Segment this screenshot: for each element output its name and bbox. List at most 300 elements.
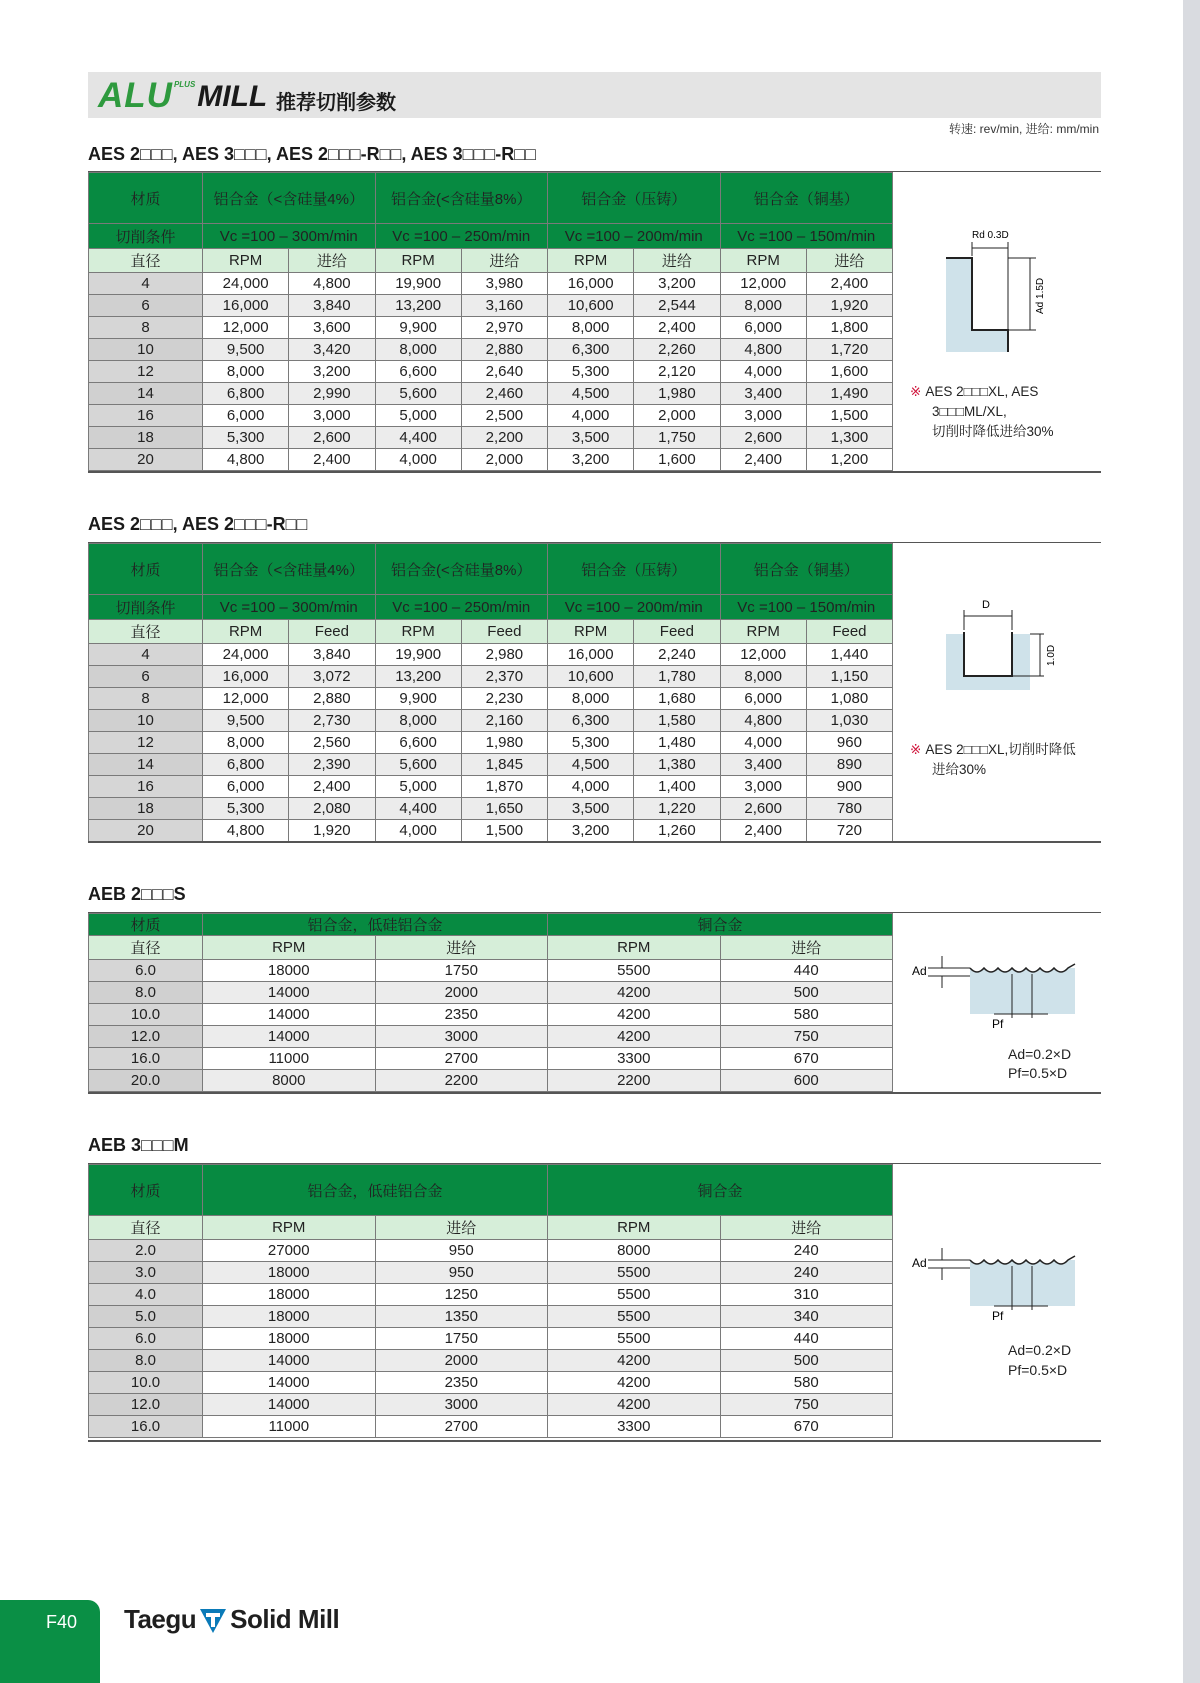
workpiece-shape (946, 634, 1030, 690)
rpm-cell: 19,900 (375, 644, 461, 666)
feed-cell: 1,750 (634, 427, 720, 449)
rpm-cell: 2,600 (720, 798, 806, 820)
feed-cell: 1,440 (806, 644, 892, 666)
rpm-cell: 3,200 (548, 820, 634, 842)
rpm-cell: 8,000 (720, 666, 806, 688)
rpm-header: RPM (203, 620, 289, 644)
feed-cell: 1,580 (634, 710, 720, 732)
table-row (89, 1070, 893, 1092)
rpm-cell: 10,600 (548, 666, 634, 688)
table-row (89, 1004, 893, 1026)
feed-cell: 500 (720, 1350, 893, 1372)
table-row (89, 1394, 893, 1416)
rpm-cell: 2200 (548, 1070, 721, 1092)
feed-cell: 1,080 (806, 688, 892, 710)
rpm-cell: 5,300 (548, 361, 634, 383)
vc-range: Vc =100 – 150m/min (720, 595, 893, 620)
rpm-header: RPM (720, 620, 806, 644)
feed-header: Feed (289, 620, 375, 644)
ad-label: Ad 1.5D (1035, 277, 1046, 314)
rpm-cell: 3,400 (720, 383, 806, 405)
feed-cell: 1,400 (634, 776, 720, 798)
rpm-header: RPM (375, 249, 461, 273)
ad-label: Ad (912, 1256, 927, 1270)
feed-cell: 1,380 (634, 754, 720, 776)
feed-cell: 1,500 (806, 405, 892, 427)
feed-cell: 3,840 (289, 295, 375, 317)
feed-cell: 2,120 (634, 361, 720, 383)
rpm-cell: 18000 (203, 1284, 376, 1306)
page-title: 推荐切削参数 (276, 92, 396, 114)
rpm-cell: 6,800 (203, 383, 289, 405)
feed-cell: 2,640 (461, 361, 547, 383)
rpm-cell: 3300 (548, 1416, 721, 1438)
rpm-cell: 16,000 (548, 644, 634, 666)
rpm-cell: 4,800 (203, 449, 289, 471)
feed-header: 进给 (634, 249, 720, 273)
feed-cell: 1,920 (806, 295, 892, 317)
rpm-cell: 9,500 (203, 710, 289, 732)
page-edge-strip (1183, 0, 1200, 1683)
feed-cell: 950 (375, 1240, 548, 1262)
diameter-cell: 12.0 (89, 1394, 203, 1416)
feed-cell: 2,000 (634, 405, 720, 427)
feed-cell: 720 (806, 820, 892, 842)
feed-cell: 600 (720, 1070, 893, 1092)
rpm-cell: 3300 (548, 1048, 721, 1070)
diameter-cell: 14 (89, 754, 203, 776)
rpm-cell: 6,300 (548, 710, 634, 732)
feed-cell: 1350 (375, 1306, 548, 1328)
table-row (89, 688, 893, 710)
feed-cell: 2,260 (634, 339, 720, 361)
rpm-cell: 9,900 (375, 688, 461, 710)
diameter-cell: 20 (89, 449, 203, 471)
feed-cell: 2,390 (289, 754, 375, 776)
rpm-cell: 14000 (203, 1350, 376, 1372)
rpm-cell: 5,600 (375, 383, 461, 405)
table-row (89, 1350, 893, 1372)
table-row (89, 361, 893, 383)
feed-cell: 2,600 (289, 427, 375, 449)
pf-label: Pf (992, 1017, 1004, 1031)
feed-cell: 2700 (375, 1416, 548, 1438)
diameter-cell: 6.0 (89, 960, 203, 982)
table-row (89, 1284, 893, 1306)
note-mark: ※ (910, 384, 922, 399)
rpm-cell: 12,000 (720, 273, 806, 295)
ramping-diagram-1 (908, 952, 1078, 1032)
feed-cell: 440 (720, 1328, 893, 1350)
feed-cell: 2,730 (289, 710, 375, 732)
rpm-header: RPM (548, 249, 634, 273)
ad-label: Ad (912, 964, 927, 978)
section-title-3: AEB 2□□□S (88, 884, 186, 904)
feed-cell: 1,780 (634, 666, 720, 688)
feed-cell: 3000 (375, 1026, 548, 1048)
condition-header: 切削条件 (89, 224, 203, 249)
rpm-cell: 8,000 (548, 688, 634, 710)
feed-cell: 310 (720, 1284, 893, 1306)
rpm-cell: 2,400 (720, 449, 806, 471)
diameter-cell: 16 (89, 776, 203, 798)
rpm-cell: 4200 (548, 1394, 721, 1416)
vc-range: Vc =100 – 300m/min (203, 595, 376, 620)
shoulder-cut-diagram (930, 226, 1050, 356)
feed-cell: 580 (720, 1004, 893, 1026)
feed-header: Feed (634, 620, 720, 644)
feed-cell: 2,880 (461, 339, 547, 361)
table-row (89, 449, 893, 471)
rpm-cell: 4,400 (375, 798, 461, 820)
group-header: 铝合金（压铸） (548, 544, 721, 595)
feed-cell: 2,970 (461, 317, 547, 339)
feed-cell: 750 (720, 1394, 893, 1416)
rpm-cell: 14000 (203, 1372, 376, 1394)
feed-cell: 3,980 (461, 273, 547, 295)
table-row (89, 666, 893, 688)
rpm-header: RPM (203, 936, 376, 960)
feed-cell: 1,600 (634, 449, 720, 471)
group-header-row (89, 914, 893, 936)
brand-right: Solid Mill (230, 1604, 340, 1634)
table-row (89, 1372, 893, 1394)
feed-cell: 1,490 (806, 383, 892, 405)
rpm-cell: 16,000 (203, 295, 289, 317)
condition-header: 切削条件 (89, 595, 203, 620)
rpm-cell: 10,600 (548, 295, 634, 317)
group-header-row (89, 544, 893, 595)
rpm-cell: 18000 (203, 960, 376, 982)
diameter-cell: 3.0 (89, 1262, 203, 1284)
rpm-cell: 8,000 (375, 339, 461, 361)
feed-cell: 950 (375, 1262, 548, 1284)
vc-range: Vc =100 – 200m/min (548, 224, 721, 249)
rpm-header: RPM (203, 1216, 376, 1240)
feed-cell: 1,980 (461, 732, 547, 754)
feed-cell: 2,544 (634, 295, 720, 317)
rpm-cell: 3,500 (548, 798, 634, 820)
feed-header: 进给 (720, 1216, 893, 1240)
group-header: 铝合金（压铸） (548, 173, 721, 224)
workpiece-shape (970, 968, 1075, 1014)
column-label-row (89, 620, 893, 644)
diameter-cell: 6 (89, 295, 203, 317)
feed-cell: 2,230 (461, 688, 547, 710)
feed-cell: 2200 (375, 1070, 548, 1092)
feed-cell: 1,920 (289, 820, 375, 842)
vc-range: Vc =100 – 300m/min (203, 224, 376, 249)
diameter-cell: 4 (89, 273, 203, 295)
rpm-cell: 6,000 (720, 688, 806, 710)
rpm-cell: 4200 (548, 1350, 721, 1372)
diameter-cell: 6 (89, 666, 203, 688)
rpm-cell: 19,900 (375, 273, 461, 295)
workpiece-shape (970, 1260, 1075, 1306)
table-row (89, 982, 893, 1004)
rpm-cell: 4200 (548, 1004, 721, 1026)
taegu-t-icon (198, 1605, 228, 1635)
feed-header: Feed (461, 620, 547, 644)
feed-cell: 2,400 (289, 776, 375, 798)
rpm-cell: 5,000 (375, 405, 461, 427)
rpm-cell: 24,000 (203, 273, 289, 295)
table-row (89, 754, 893, 776)
table-row (89, 1262, 893, 1284)
rpm-cell: 4,000 (548, 776, 634, 798)
rpm-cell: 8000 (203, 1070, 376, 1092)
diameter-cell: 8.0 (89, 982, 203, 1004)
feed-cell: 2,560 (289, 732, 375, 754)
feed-cell: 3,200 (634, 273, 720, 295)
rpm-cell: 3,000 (720, 776, 806, 798)
rpm-cell: 13,200 (375, 666, 461, 688)
material-header: 材质 (89, 914, 203, 936)
logo-plus: PLUS (173, 80, 196, 89)
feed-cell: 580 (720, 1372, 893, 1394)
table-row (89, 317, 893, 339)
rpm-cell: 8000 (548, 1240, 721, 1262)
rpm-header: RPM (548, 1216, 721, 1240)
table-row (89, 383, 893, 405)
feed-cell: 2,990 (289, 383, 375, 405)
feed-cell: 2,500 (461, 405, 547, 427)
slot-profile (964, 632, 1012, 676)
rpm-cell: 5,300 (203, 427, 289, 449)
diameter-cell: 12 (89, 361, 203, 383)
feed-cell: 1,720 (806, 339, 892, 361)
group-header-aluminum: 铝合金，低硅铝合金 (203, 1165, 548, 1216)
rpm-cell: 3,400 (720, 754, 806, 776)
rpm-cell: 4200 (548, 1372, 721, 1394)
group-header-copper: 铜合金 (548, 914, 893, 936)
rpm-cell: 4,800 (720, 710, 806, 732)
rpm-cell: 14000 (203, 1026, 376, 1048)
feed-cell: 1750 (375, 960, 548, 982)
rpm-cell: 6,800 (203, 754, 289, 776)
rpm-cell: 9,900 (375, 317, 461, 339)
column-label-row (89, 1216, 893, 1240)
diameter-cell: 16.0 (89, 1416, 203, 1438)
feed-cell: 670 (720, 1048, 893, 1070)
diameter-cell: 16 (89, 405, 203, 427)
feed-cell: 1,030 (806, 710, 892, 732)
rpm-cell: 6,600 (375, 732, 461, 754)
section-title-2: AES 2□□□, AES 2□□□-R□□ (88, 514, 308, 534)
group-header-copper: 铜合金 (548, 1165, 893, 1216)
rpm-cell: 16,000 (203, 666, 289, 688)
material-header: 材质 (89, 544, 203, 595)
rd-label: Rd 0.3D (972, 230, 1009, 241)
rpm-cell: 4,000 (375, 820, 461, 842)
table-row (89, 710, 893, 732)
vc-range: Vc =100 – 250m/min (375, 595, 548, 620)
formula-pf-1: Pf=0.5×D (1008, 1065, 1068, 1081)
rpm-cell: 24,000 (203, 644, 289, 666)
feed-cell: 2,400 (806, 273, 892, 295)
diameter-cell: 8 (89, 317, 203, 339)
section-title-1: AES 2□□□, AES 3□□□, AES 2□□□-R□□, AES 3□□□-R□□ (88, 144, 537, 164)
table-row (89, 960, 893, 982)
feed-cell: 2000 (375, 1350, 548, 1372)
rpm-cell: 2,600 (720, 427, 806, 449)
feed-cell: 3,420 (289, 339, 375, 361)
cutting-table-2 (88, 543, 893, 842)
workpiece-shape (946, 258, 1008, 352)
feed-cell: 2350 (375, 1004, 548, 1026)
rpm-cell: 5500 (548, 1328, 721, 1350)
feed-cell: 2,160 (461, 710, 547, 732)
rpm-header: RPM (548, 936, 721, 960)
feed-cell: 2,980 (461, 644, 547, 666)
feed-header: Feed (806, 620, 892, 644)
rpm-cell: 5,000 (375, 776, 461, 798)
rpm-cell: 4,000 (720, 361, 806, 383)
table-row (89, 273, 893, 295)
rpm-cell: 12,000 (203, 317, 289, 339)
group-header: 铝合金(<含硅量8%） (375, 173, 548, 224)
note-1 (910, 382, 1100, 442)
rpm-cell: 14000 (203, 1394, 376, 1416)
rpm-cell: 5500 (548, 1262, 721, 1284)
note-1-text-2: 3□□□ML/XL, (932, 404, 1007, 419)
diameter-cell: 4.0 (89, 1284, 203, 1306)
formula-ad-1: Ad=0.2×D (1008, 1046, 1072, 1062)
section-bottom-2 (88, 841, 1101, 843)
table-row (89, 1306, 893, 1328)
diameter-header: 直径 (89, 249, 203, 273)
rpm-cell: 18000 (203, 1262, 376, 1284)
feed-cell: 2350 (375, 1372, 548, 1394)
note-1-line-1 (910, 382, 1100, 402)
feed-cell: 670 (720, 1416, 893, 1438)
feed-header: 进给 (375, 936, 548, 960)
unit-note: 转速: rev/min, 进给: mm/min (948, 122, 1099, 136)
group-header: 铝合金（铜基） (720, 544, 893, 595)
diameter-cell: 14 (89, 383, 203, 405)
rpm-header: RPM (720, 249, 806, 273)
rpm-cell: 14000 (203, 982, 376, 1004)
diameter-cell: 20.0 (89, 1070, 203, 1092)
rpm-header: RPM (548, 620, 634, 644)
feed-cell: 4,800 (289, 273, 375, 295)
diameter-cell: 2.0 (89, 1240, 203, 1262)
diameter-cell: 18 (89, 427, 203, 449)
feed-cell: 3,200 (289, 361, 375, 383)
note-mark: ※ (910, 742, 922, 757)
feed-cell: 1,480 (634, 732, 720, 754)
group-header: 铝合金（铜基） (720, 173, 893, 224)
note-2-text-1: AES 2□□□XL,切削时降低 (925, 742, 1076, 757)
feed-cell: 1,680 (634, 688, 720, 710)
cutting-table-1 (88, 172, 893, 471)
formula-pf-2: Pf=0.5×D (1008, 1362, 1068, 1378)
feed-cell: 750 (720, 1026, 893, 1048)
rpm-cell: 9,500 (203, 339, 289, 361)
feed-cell: 2,460 (461, 383, 547, 405)
diameter-cell: 12 (89, 732, 203, 754)
pf-label: Pf (992, 1309, 1004, 1323)
feed-header: 进给 (806, 249, 892, 273)
rpm-cell: 5,300 (203, 798, 289, 820)
feed-cell: 2,400 (634, 317, 720, 339)
rpm-cell: 6,000 (203, 776, 289, 798)
rpm-cell: 5500 (548, 1306, 721, 1328)
feed-cell: 900 (806, 776, 892, 798)
feed-cell: 780 (806, 798, 892, 820)
group-header-row (89, 1165, 893, 1216)
rpm-cell: 5,600 (375, 754, 461, 776)
feed-cell: 1,200 (806, 449, 892, 471)
rpm-cell: 8,000 (548, 317, 634, 339)
feed-cell: 1,650 (461, 798, 547, 820)
rpm-header: RPM (203, 249, 289, 273)
logo-alu: ALU (98, 76, 173, 115)
rpm-cell: 4,800 (203, 820, 289, 842)
rpm-cell: 3,200 (548, 449, 634, 471)
feed-cell: 2,240 (634, 644, 720, 666)
brand-logo (124, 1604, 339, 1635)
cutting-table-4 (88, 1164, 893, 1438)
slot-cut-diagram (930, 596, 1057, 696)
condition-row (89, 595, 893, 620)
rpm-cell: 11000 (203, 1048, 376, 1070)
column-label-row (89, 249, 893, 273)
feed-cell: 1,220 (634, 798, 720, 820)
table-row (89, 776, 893, 798)
table-row (89, 798, 893, 820)
rpm-cell: 4200 (548, 1026, 721, 1048)
diameter-cell: 10.0 (89, 1372, 203, 1394)
feed-cell: 2,370 (461, 666, 547, 688)
feed-cell: 3,072 (289, 666, 375, 688)
group-header: 铝合金(<含硅量8%） (375, 544, 548, 595)
feed-cell: 3,840 (289, 644, 375, 666)
vc-range: Vc =100 – 150m/min (720, 224, 893, 249)
rpm-cell: 12,000 (720, 644, 806, 666)
section-bottom-3 (88, 1092, 1101, 1094)
rpm-cell: 4,800 (720, 339, 806, 361)
note-1-text-3: 切削时降低进给30% (932, 424, 1054, 439)
feed-cell: 3,600 (289, 317, 375, 339)
feed-cell: 2000 (375, 982, 548, 1004)
table-row (89, 1048, 893, 1070)
group-header-row (89, 173, 893, 224)
feed-cell: 440 (720, 960, 893, 982)
feed-cell: 2,200 (461, 427, 547, 449)
diameter-cell: 5.0 (89, 1306, 203, 1328)
rpm-cell: 2,400 (720, 820, 806, 842)
diameter-cell: 4 (89, 644, 203, 666)
ramping-diagram-2 (908, 1244, 1078, 1324)
section-bottom-4 (88, 1440, 1101, 1442)
feed-cell: 500 (720, 982, 893, 1004)
rpm-cell: 13,200 (375, 295, 461, 317)
rpm-cell: 3,500 (548, 427, 634, 449)
page-number: F40 (46, 1612, 78, 1632)
diameter-header: 直径 (89, 1216, 203, 1240)
rpm-cell: 8,000 (203, 732, 289, 754)
feed-cell: 1,980 (634, 383, 720, 405)
feed-header: 进给 (375, 1216, 548, 1240)
rpm-cell: 27000 (203, 1240, 376, 1262)
rpm-cell: 6,000 (203, 405, 289, 427)
feed-cell: 2,400 (289, 449, 375, 471)
feed-cell: 2,080 (289, 798, 375, 820)
table-row (89, 339, 893, 361)
rpm-cell: 4200 (548, 982, 721, 1004)
table-row (89, 295, 893, 317)
